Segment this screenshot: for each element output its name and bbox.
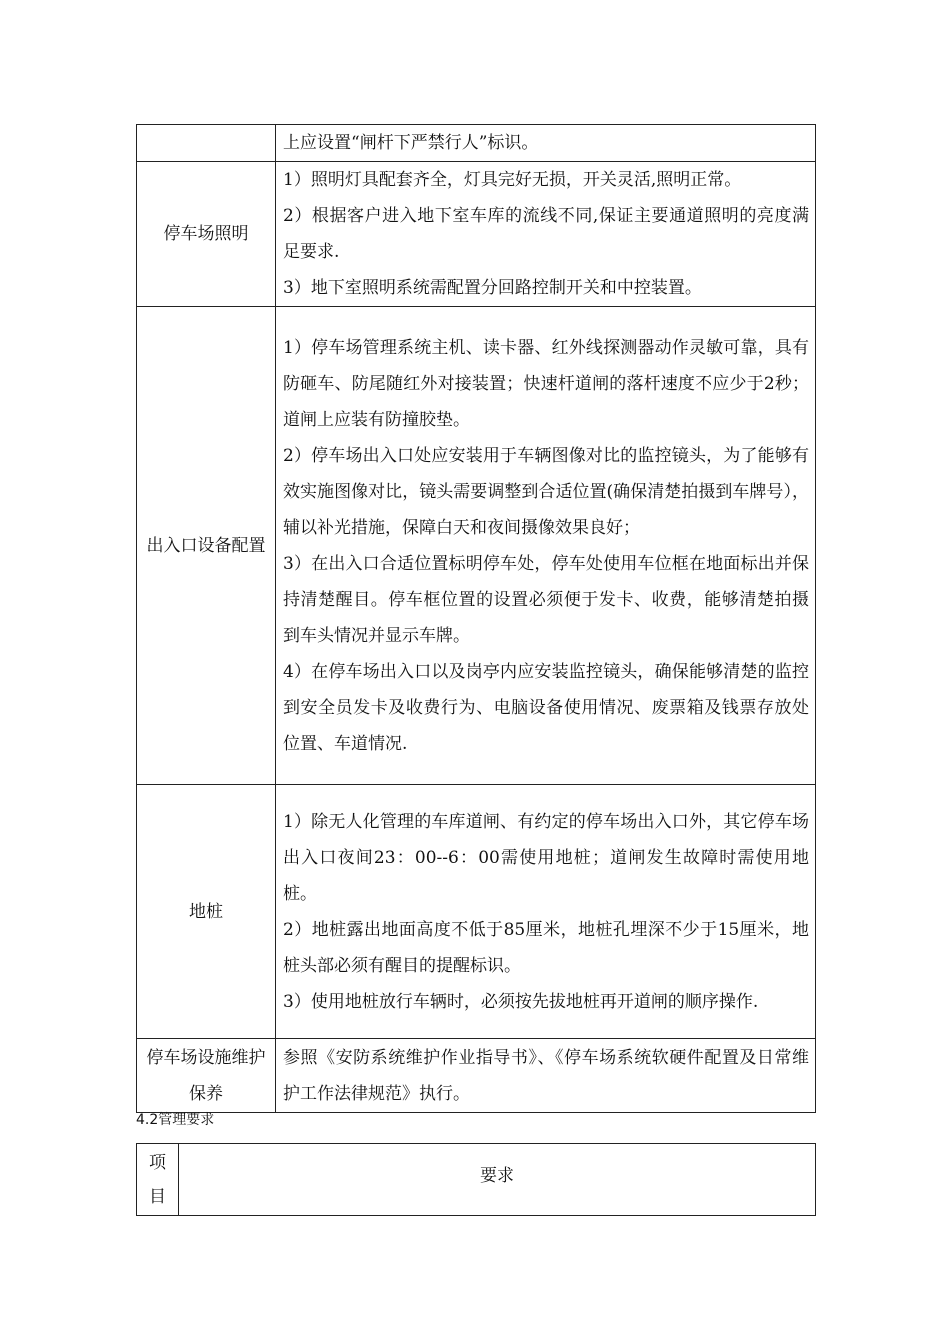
table-row [137, 785, 816, 1039]
table-row [137, 125, 816, 162]
header-item: 项目 [137, 1144, 179, 1216]
paragraph: 1）停车场管理系统主机、读卡器、红外线探测器动作灵敏可靠，具有防砸车、防尾随红外对接装置；快速杆道闸的落杆速度不应少于2秒；道闸上应装有防撞胶垫。 [283, 337, 809, 430]
row-label: 停车场照明 [137, 162, 276, 307]
paragraph: 3）使用地桩放行车辆时，必须按先拔地桩再开道闸的顺序操作. [283, 991, 759, 1012]
row-content [276, 125, 816, 162]
paragraph: 4）在停车场出入口以及岗亭内应安装监控镜头，确保能够清楚的监控到安全员发卡及收费行为、电脑设备使用情况、废票箱及钱票存放处位置、车道情况. [283, 661, 809, 754]
paragraph: 参照《安防系统维护作业指导书》、《停车场系统软硬件配置及日常维护工作法律规范》执行。 [283, 1047, 809, 1104]
row-content [276, 162, 816, 307]
section-heading: 4.2管理要求 [136, 1112, 215, 1128]
paragraph: 2）停车场出入口处应安装用于车辆图像对比的监控镜头，为了能够有效实施图像对比，镜头需要调整到合适位置(确保清楚拍摄到车牌号），辅以补光措施，保障白天和夜间摄像效果良好； [283, 445, 809, 538]
row-content [276, 785, 816, 1039]
paragraph: 3）地下室照明系统需配置分回路控制开关和中控装置。 [283, 278, 702, 298]
paragraph: 2）根据客户进入地下室车库的流线不同,保证主要通道照明的亮度满足要求. [283, 206, 809, 262]
table-row [137, 307, 816, 785]
row-label: 地桩 [137, 785, 276, 1039]
table-header-row [137, 1144, 816, 1216]
row-content [276, 307, 816, 785]
management-requirements-table [136, 1143, 816, 1216]
paragraph: 3）在出入口合适位置标明停车处，停车处使用车位框在地面标出并保持清楚醒目。停车框位置的设置必须便于发卡、收费，能够清楚拍摄到车头情况并显示车牌。 [283, 553, 809, 646]
paragraph: 1）除无人化管理的车库道闸、有约定的停车场出入口外，其它停车场出入口夜间23：00--6：00需使用地桩；道闸发生故障时需使用地桩。 [283, 811, 809, 904]
parking-requirements-table [136, 124, 816, 1113]
row-label: 出入口设备配置 [137, 307, 276, 785]
paragraph: 1）照明灯具配套齐全，灯具完好无损，开关灵活,照明正常。 [283, 170, 742, 190]
header-requirement: 要求 [179, 1144, 816, 1216]
row-label [137, 125, 276, 162]
row-label: 停车场设施维护保养 [137, 1039, 276, 1113]
paragraph: 上应设置“闸杆下严禁行人”标识。 [283, 133, 539, 153]
paragraph: 2）地桩露出地面高度不低于85厘米，地桩孔埋深不少于15厘米，地桩头部必须有醒目的提醒标识。 [283, 919, 809, 976]
table-row [137, 162, 816, 307]
row-content [276, 1039, 816, 1113]
table-row [137, 1039, 816, 1113]
